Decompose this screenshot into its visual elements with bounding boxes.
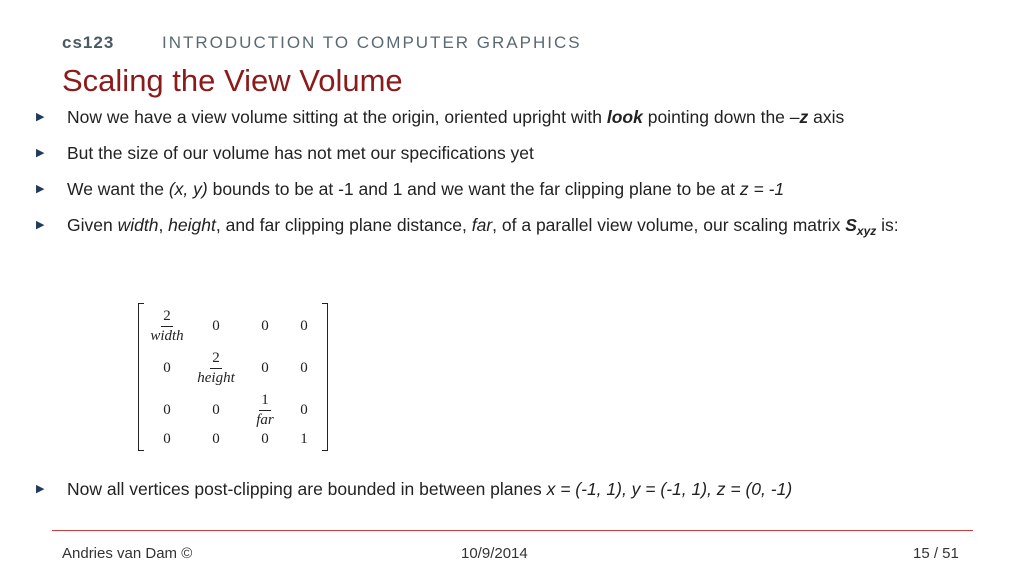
fraction: $\frac{2}{\text{width}}$ — [150, 307, 184, 344]
triangle-bullet-icon: ▶ — [36, 111, 45, 123]
matrix-cell: 0 — [163, 359, 171, 376]
matrix-cell: 0 — [212, 401, 220, 418]
matrix-cell: 0 — [261, 359, 269, 376]
matrix-cell: 0 — [300, 359, 308, 376]
matrix-cell: 0 — [163, 401, 171, 418]
bullet-list — [36, 106, 1021, 256]
course-title: INTRODUCTION TO COMPUTER GRAPHICS — [162, 33, 582, 52]
bullet-list-final — [36, 478, 1006, 500]
matrix-cell: 0 — [212, 430, 220, 447]
matrix-cell: 0 — [300, 317, 308, 334]
scaling-matrix — [138, 303, 328, 451]
triangle-bullet-icon: ▶ — [36, 147, 45, 159]
course-code: cs123 — [62, 33, 115, 52]
matrix-cell: 0 — [261, 430, 269, 447]
matrix-cell — [190, 347, 242, 389]
footer-divider — [52, 530, 973, 531]
matrix-cell: 0 — [261, 317, 269, 334]
slide-title: Scaling the View Volume — [62, 63, 403, 98]
triangle-bullet-icon: ▶ — [36, 219, 45, 231]
fraction: $\frac{2}{\text{height}}$ — [197, 349, 235, 386]
bullet-item: ▶ We want the (x, y) bounds to be at -1 and 1 and we want the far clipping plane to be at z = -1 — [36, 179, 785, 199]
matrix-cell: 0 — [163, 430, 171, 447]
matrix-right-bracket — [322, 303, 328, 451]
footer-date: 10/9/2014 — [461, 545, 528, 562]
matrix-subscript: xyz — [856, 224, 877, 238]
matrix-symbol: S — [845, 215, 857, 235]
bullet-item: ▶ But the size of our volume has not met our specifications yet — [36, 143, 534, 163]
triangle-bullet-icon: ▶ — [36, 483, 45, 495]
footer-author: Andries van Dam © — [62, 545, 193, 562]
matrix-cell — [242, 389, 288, 431]
bullet-item: ▶ Now we have a view volume sitting at the origin, oriented upright with look pointing down the –z axis — [36, 107, 845, 127]
course-header — [62, 33, 582, 53]
slide-number: 15 / 51 — [913, 545, 959, 562]
matrix-cell: 0 — [300, 401, 308, 418]
bullet-item: ▶ Now all vertices post-clipping are bounded in between planes x = (-1, 1), y = (-1, 1), z = (0, -1) — [36, 479, 793, 499]
fraction: $\frac{1}{\text{far}}$ — [256, 391, 274, 428]
matrix-cell — [144, 305, 190, 347]
bullet-item: ▶ Given width, height, and far clipping plane distance, far, of a parallel view volume, our scaling matrix $S_{xyz}$ is: — [36, 215, 899, 238]
matrix-grid — [144, 305, 322, 449]
matrix-cell: 0 — [212, 317, 220, 334]
matrix-cell: 1 — [300, 430, 308, 447]
triangle-bullet-icon: ▶ — [36, 183, 45, 195]
